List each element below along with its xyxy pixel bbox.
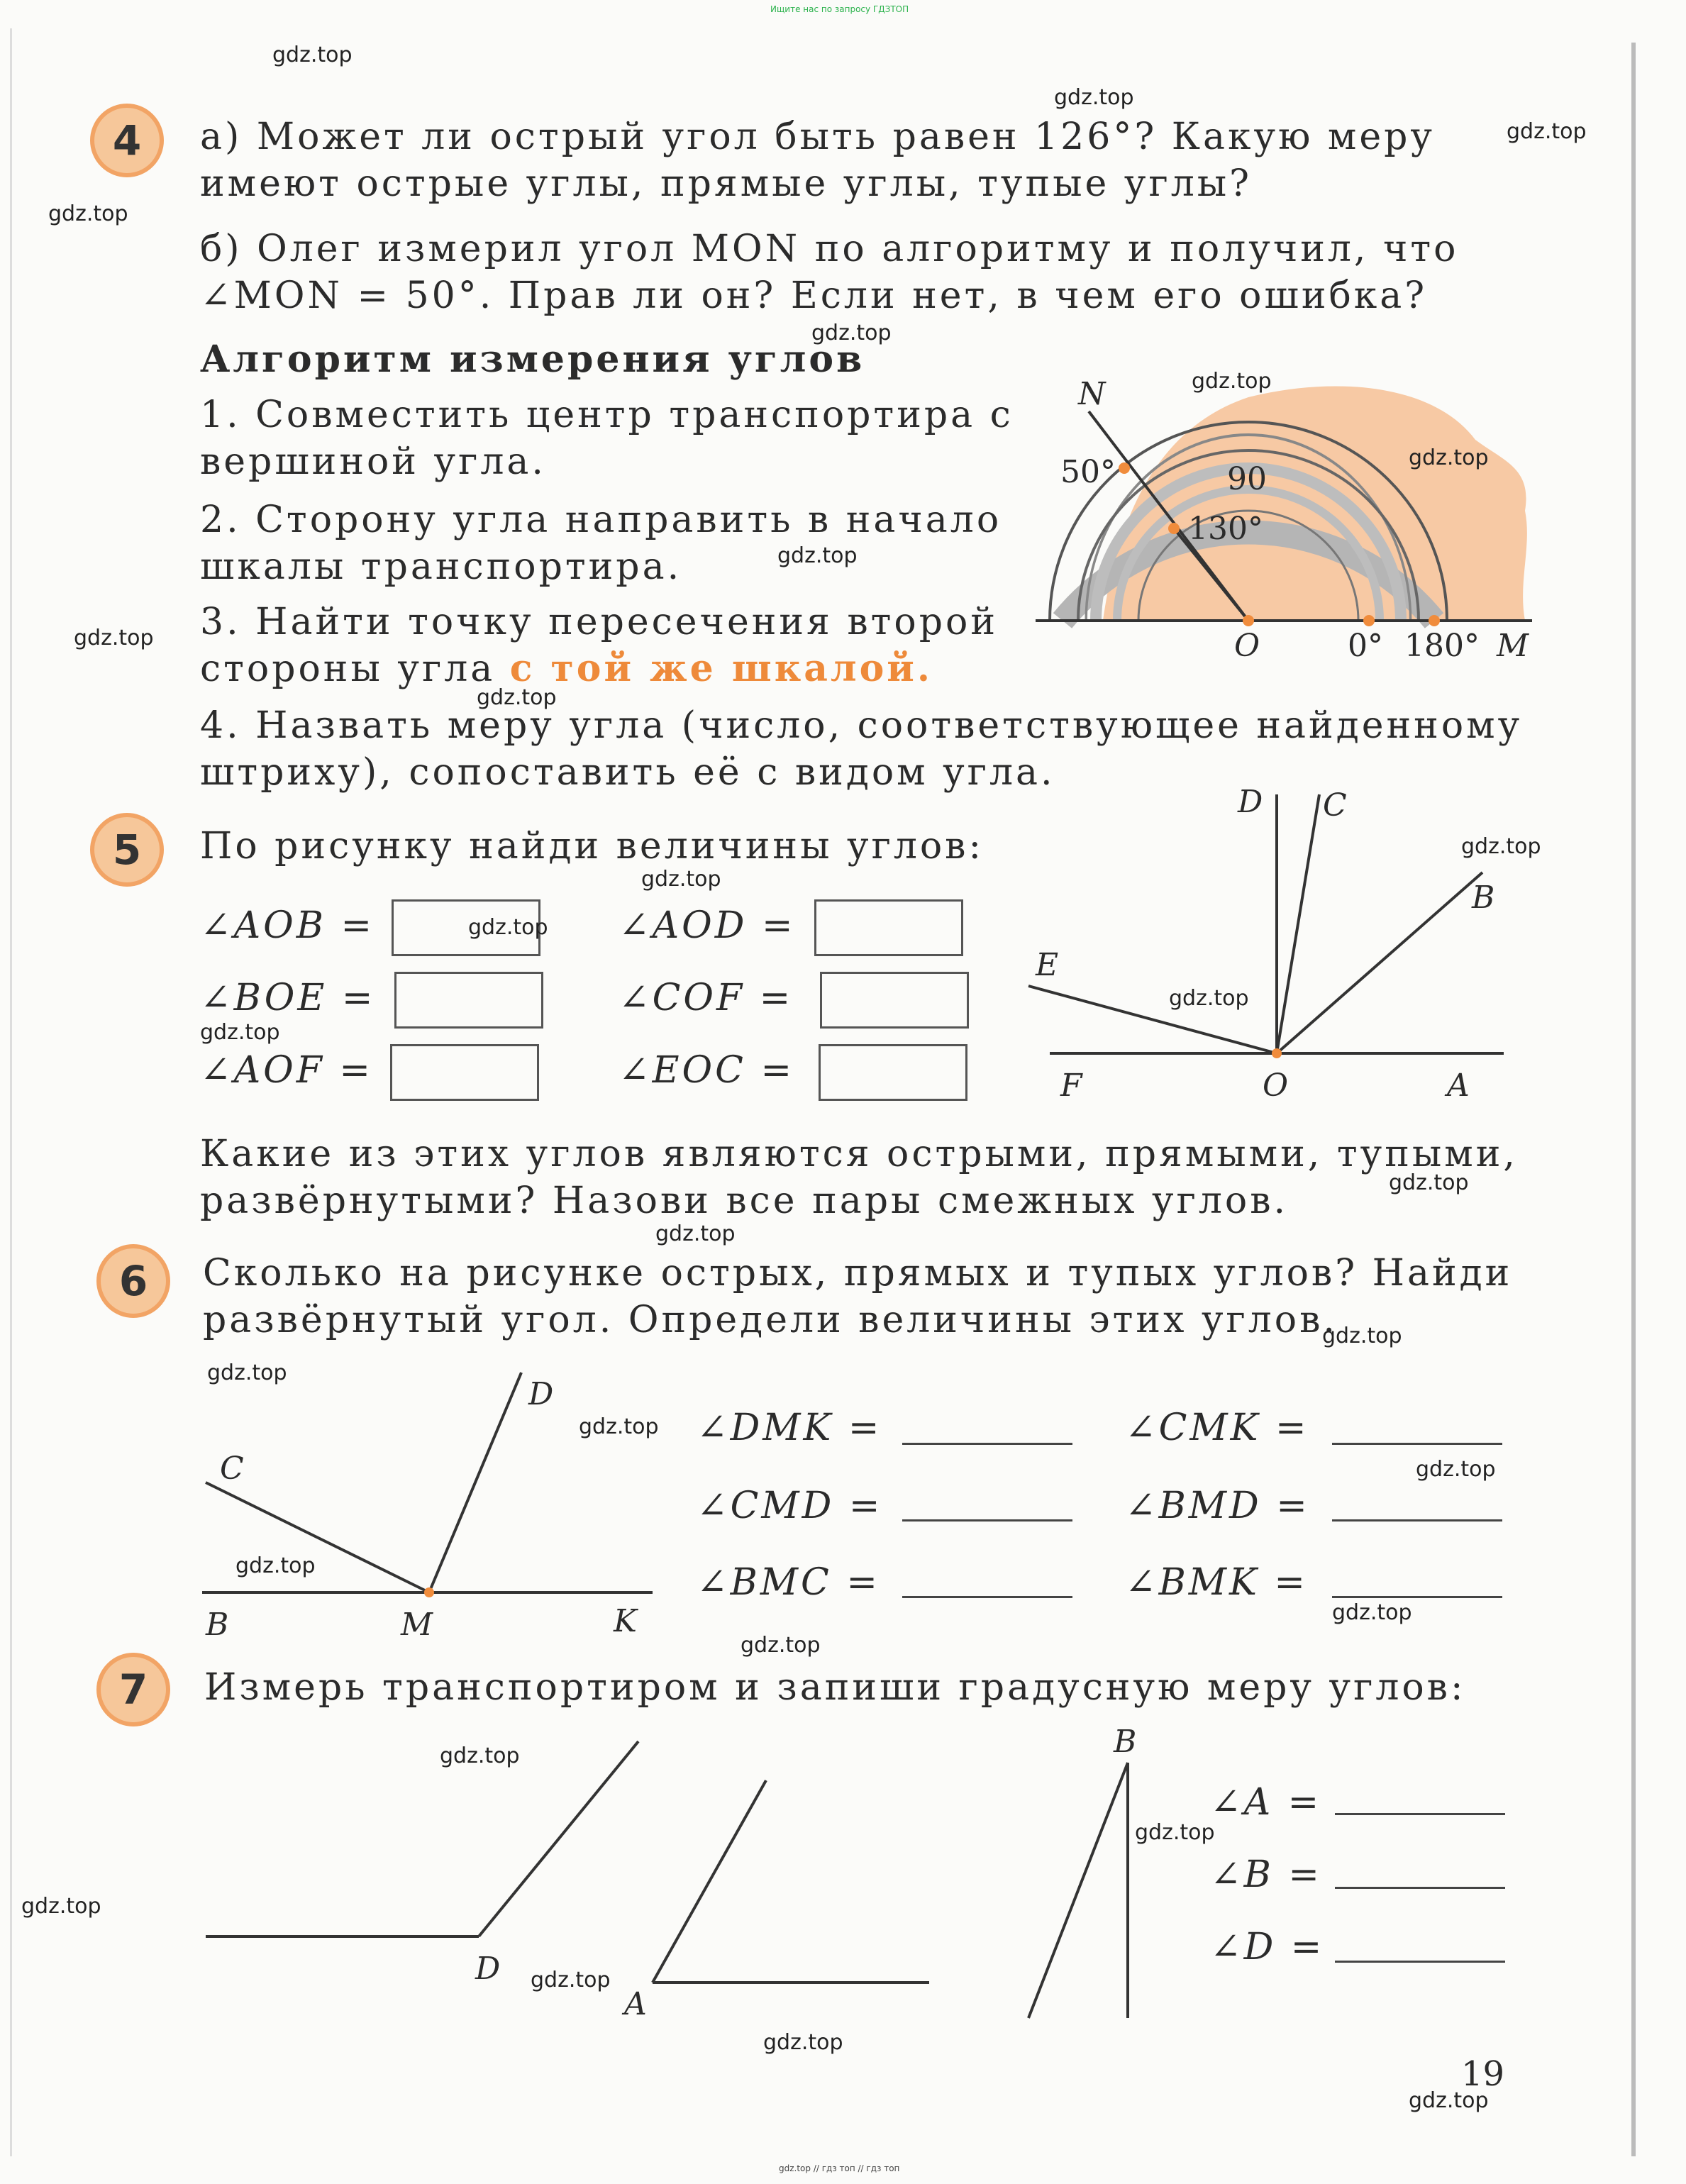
label-F: F bbox=[1060, 1068, 1082, 1104]
point-130 bbox=[1168, 523, 1180, 534]
label-130: 130° bbox=[1188, 511, 1263, 547]
watermark: gdz.top bbox=[235, 1553, 316, 1578]
task5-question2: развёрнутыми? Назови все пары смежных углов. bbox=[200, 1180, 1289, 1222]
point-O bbox=[1243, 615, 1254, 626]
task6-angle-BMK: ∠BMK = bbox=[1125, 1561, 1308, 1604]
page-edge bbox=[1631, 43, 1636, 2156]
label-A: A bbox=[624, 1986, 647, 2022]
task5-prompt: По рисунку найди величины углов: bbox=[200, 825, 984, 867]
label-O: O bbox=[1234, 628, 1260, 664]
watermark: gdz.top bbox=[641, 867, 721, 892]
point-180 bbox=[1429, 615, 1440, 626]
watermark: gdz.top bbox=[1507, 119, 1587, 144]
label-M: M bbox=[1497, 628, 1529, 664]
step2-line2: шкалы транспортира. bbox=[200, 545, 682, 588]
task7-angle-B: ∠B = bbox=[1210, 1853, 1322, 1896]
ray-OC bbox=[1277, 794, 1319, 1053]
task7-angle-A: ∠A = bbox=[1210, 1781, 1322, 1824]
task4-line-a1: а) Может ли острый угол быть равен 126°? Какую меру bbox=[200, 116, 1435, 158]
answer-line-BMK[interactable] bbox=[1332, 1596, 1502, 1598]
task5-figure bbox=[1014, 780, 1511, 1114]
protractor-figure bbox=[1036, 369, 1575, 674]
label-N: N bbox=[1078, 376, 1106, 412]
watermark: gdz.top bbox=[74, 626, 154, 650]
point-50 bbox=[1119, 462, 1130, 474]
watermark: gdz.top bbox=[21, 1894, 101, 1919]
task5-angle-AOD: ∠AOD = bbox=[619, 904, 796, 947]
answer-box-COF[interactable] bbox=[820, 972, 969, 1029]
answer-line-A[interactable] bbox=[1335, 1813, 1505, 1815]
label-50: 50° bbox=[1060, 454, 1116, 490]
task6-figure bbox=[199, 1362, 695, 1646]
answer-line-CMD[interactable] bbox=[902, 1519, 1072, 1521]
watermark: gdz.top bbox=[777, 543, 858, 568]
task5-angle-COF: ∠COF = bbox=[619, 977, 794, 1019]
label-D: D bbox=[475, 1951, 501, 1987]
ray-D-up bbox=[479, 1741, 638, 1936]
task7-figure bbox=[199, 1724, 1177, 2022]
task-number-6: 6 bbox=[96, 1244, 170, 1318]
label-C: C bbox=[220, 1451, 244, 1487]
task-number-4: 4 bbox=[90, 104, 164, 177]
watermark: gdz.top bbox=[440, 1744, 520, 1768]
answer-line-CMK[interactable] bbox=[1332, 1443, 1502, 1445]
answer-line-BMC[interactable] bbox=[902, 1596, 1072, 1598]
point-M bbox=[424, 1587, 434, 1597]
watermark: gdz.top bbox=[48, 201, 128, 226]
watermark: gdz.top bbox=[200, 1020, 280, 1045]
label-0deg: 0° bbox=[1348, 628, 1383, 664]
ray-B-left bbox=[1028, 1763, 1128, 2018]
watermark: gdz.top bbox=[811, 321, 892, 345]
task5-angle-EOC: ∠EOC = bbox=[619, 1049, 795, 1092]
watermark: gdz.top bbox=[468, 915, 548, 940]
watermark: gdz.top bbox=[741, 1633, 821, 1658]
watermark: gdz.top bbox=[477, 685, 557, 710]
task6-prompt1: Сколько на рисунке острых, прямых и тупых углов? Найди bbox=[203, 1252, 1513, 1295]
step3-line2 bbox=[200, 645, 933, 692]
algorithm-title: Алгоритм измерения углов bbox=[200, 338, 865, 381]
label-D: D bbox=[528, 1376, 554, 1412]
label-A: A bbox=[1447, 1068, 1470, 1104]
task4-line-b2: ∠MON = 50°. Прав ли он? Если нет, в чем его ошибка? bbox=[200, 275, 1428, 317]
answer-box-AOF[interactable] bbox=[390, 1044, 539, 1101]
label-C: C bbox=[1323, 787, 1347, 824]
watermark: gdz.top bbox=[1192, 369, 1272, 394]
task6-angle-DMK: ∠DMK = bbox=[697, 1407, 882, 1449]
watermark: gdz.top bbox=[1332, 1600, 1412, 1625]
step4-line2: штриху), сопоставить её с видом угла. bbox=[200, 751, 1055, 794]
answer-line-D[interactable] bbox=[1335, 1961, 1505, 1963]
step3-line2-text: стороны угла bbox=[200, 648, 496, 690]
label-B: B bbox=[1472, 880, 1495, 916]
ray-MD bbox=[429, 1373, 521, 1592]
task7-angle-D: ∠D = bbox=[1210, 1926, 1325, 1968]
answer-line-B[interactable] bbox=[1335, 1887, 1505, 1889]
watermark: gdz.top bbox=[1409, 445, 1489, 470]
label-O: O bbox=[1263, 1068, 1289, 1104]
task6-prompt2: развёрнутый угол. Определи величины этих углов. bbox=[203, 1299, 1338, 1341]
watermark: gdz.top bbox=[1169, 986, 1249, 1011]
watermark: gdz.top bbox=[655, 1221, 736, 1246]
watermark: gdz.top bbox=[1389, 1170, 1469, 1195]
task6-angle-CMD: ∠CMD = bbox=[697, 1485, 883, 1527]
label-E: E bbox=[1036, 947, 1059, 983]
task6-angle-CMK: ∠CMK = bbox=[1125, 1407, 1309, 1449]
task5-angle-AOB: ∠AOB = bbox=[200, 904, 375, 947]
task-number-7: 7 bbox=[96, 1653, 170, 1726]
watermark: gdz.top bbox=[207, 1360, 287, 1385]
step1-line2: вершиной угла. bbox=[200, 440, 546, 483]
task4-line-a2: имеют острые углы, прямые углы, тупые углы? bbox=[200, 162, 1252, 205]
label-B: B bbox=[1114, 1724, 1137, 1760]
label-D: D bbox=[1238, 784, 1263, 820]
watermark: gdz.top bbox=[272, 43, 353, 67]
step4-line1: 4. Назвать меру угла (число, соответствующее найденному bbox=[200, 704, 1523, 747]
bottom-banner: gdz.top // гдз топ // гдз топ bbox=[779, 2163, 900, 2173]
label-M: M bbox=[401, 1607, 433, 1643]
task7-prompt: Измерь транспортиром и запиши градусную меру углов: bbox=[204, 1666, 1466, 1709]
point-O bbox=[1272, 1048, 1282, 1058]
task4-line-b1: б) Олег измерил угол MON по алгоритму и получил, что bbox=[200, 228, 1459, 270]
watermark: gdz.top bbox=[1461, 834, 1541, 859]
task6-angle-BMD: ∠BMD = bbox=[1125, 1485, 1310, 1527]
task5-angle-AOF: ∠AOF = bbox=[200, 1049, 373, 1092]
answer-box-BOE[interactable] bbox=[394, 972, 543, 1029]
answer-line-DMK[interactable] bbox=[902, 1443, 1072, 1445]
task5-angle-BOE: ∠BOE = bbox=[200, 977, 376, 1019]
page-number: 19 bbox=[1461, 2054, 1505, 2094]
watermark: gdz.top bbox=[763, 2030, 843, 2055]
step2-line1: 2. Сторону угла направить в начало bbox=[200, 499, 1002, 541]
label-B: B bbox=[206, 1607, 229, 1643]
point-0 bbox=[1363, 615, 1375, 626]
step1-line1: 1. Совместить центр транспортира с bbox=[200, 394, 1014, 436]
step3-highlight: с той же шкалой. bbox=[509, 647, 933, 690]
ray-OB bbox=[1277, 872, 1482, 1053]
label-90: 90 bbox=[1227, 461, 1267, 497]
task6-angle-BMC: ∠BMC = bbox=[697, 1561, 880, 1604]
watermark: gdz.top bbox=[1054, 85, 1134, 110]
watermark: gdz.top bbox=[579, 1414, 659, 1439]
top-banner: Ищите нас по запросу ГДЗТОП bbox=[770, 4, 909, 14]
page-edge-left bbox=[10, 28, 12, 2156]
label-180deg: 180° bbox=[1404, 628, 1480, 664]
task-number-5: 5 bbox=[90, 813, 164, 887]
task5-question1: Какие из этих углов являются острыми, прямыми, тупыми, bbox=[200, 1133, 1518, 1175]
label-K: K bbox=[614, 1603, 637, 1639]
watermark: gdz.top bbox=[1135, 1820, 1215, 1845]
ray-A-up bbox=[653, 1780, 766, 1983]
watermark: gdz.top bbox=[1409, 2088, 1489, 2113]
step3-line1: 3. Найти точку пересечения второй bbox=[200, 601, 998, 643]
answer-box-EOC[interactable] bbox=[819, 1044, 967, 1101]
watermark: gdz.top bbox=[1416, 1457, 1496, 1482]
watermark: gdz.top bbox=[1322, 1324, 1402, 1348]
watermark: gdz.top bbox=[531, 1968, 611, 1992]
answer-box-AOD[interactable] bbox=[814, 899, 963, 956]
answer-line-BMD[interactable] bbox=[1332, 1519, 1502, 1521]
